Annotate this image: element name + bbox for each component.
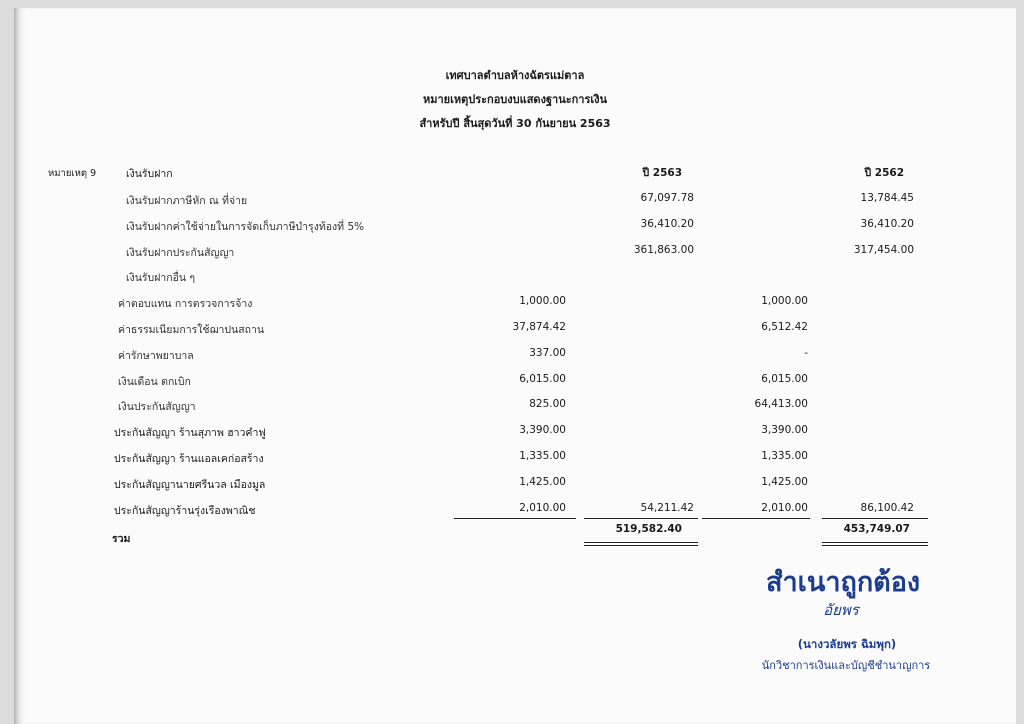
row-label: เงินเดือน ตกเบิก bbox=[118, 376, 191, 388]
total-double-rule-current bbox=[584, 542, 698, 546]
row-current-detail: 6,015.00 bbox=[519, 373, 566, 385]
row-prior-detail: 2,010.00 bbox=[761, 502, 808, 514]
row-current-total: 54,211.42 bbox=[640, 502, 694, 514]
subtotal-rule-current bbox=[584, 518, 698, 519]
row-current-detail: 2,010.00 bbox=[519, 502, 566, 514]
row-label: ประกันสัญญา ร้านสุภาพ ฮาวคำฟู bbox=[114, 427, 266, 439]
row-current-detail: 3,390.00 bbox=[519, 424, 566, 436]
org-name: เทศบาลตำบลห้างฉัตรแม่ตาล bbox=[445, 69, 585, 82]
signature: อัยพร bbox=[823, 601, 859, 619]
row-prior-detail: 1,000.00 bbox=[761, 295, 808, 307]
report-period: สำหรับปี สิ้นสุดวันที่ 30 กันยายน 2563 bbox=[419, 117, 611, 130]
subtotal-rule-current-detail bbox=[454, 518, 576, 519]
row-label: เงินรับฝากอื่น ๆ bbox=[126, 272, 196, 284]
row-prior-detail: 1,425.00 bbox=[761, 476, 808, 488]
row-current-detail: 1,425.00 bbox=[519, 476, 566, 488]
row-label: เงินรับฝากค่าใช้จ่ายในการจัดเก็บภาษีบำรุงท้องที่ 5% bbox=[126, 221, 365, 233]
row-prior-total: 86,100.42 bbox=[860, 502, 914, 514]
total-double-rule-prior bbox=[822, 542, 928, 546]
row-current-detail: 337.00 bbox=[529, 347, 566, 359]
row-prior-detail: 6,512.42 bbox=[761, 321, 808, 333]
note-heading: เงินรับฝาก bbox=[126, 168, 173, 180]
row-current-detail: 37,874.42 bbox=[512, 321, 566, 333]
row-current-detail: 1,335.00 bbox=[519, 450, 566, 462]
total-current: 519,582.40 bbox=[615, 523, 682, 535]
row-label: เงินรับฝากประกันสัญญา bbox=[126, 247, 235, 259]
year-current-header: ปี 2563 bbox=[642, 167, 682, 179]
certified-copy-stamp: สำเนาถูกต้อง bbox=[766, 567, 921, 598]
row-label: เงินรับฝากภาษีหัก ณ ที่จ่าย bbox=[126, 195, 248, 207]
row-current-total: 361,863.00 bbox=[633, 244, 694, 256]
row-label: ประกันสัญญานายศรีนวล เมืองมูล bbox=[114, 479, 266, 491]
signer-name: (นางวลัยพร ฉิมพุก) bbox=[797, 637, 897, 651]
row-prior-detail: 64,413.00 bbox=[754, 398, 808, 410]
row-prior-total: 13,784.45 bbox=[860, 192, 914, 204]
row-label: ประกันสัญญาร้านรุ่งเรืองพาณิช bbox=[114, 505, 256, 517]
subtotal-rule-prior bbox=[822, 518, 928, 519]
row-prior-detail: - bbox=[804, 347, 808, 359]
document-page bbox=[14, 8, 1016, 724]
row-current-total: 67,097.78 bbox=[640, 192, 694, 204]
row-current-detail: 825.00 bbox=[529, 398, 566, 410]
total-prior: 453,749.07 bbox=[843, 523, 910, 535]
year-prior-header: ปี 2562 bbox=[864, 167, 904, 179]
row-prior-detail: 1,335.00 bbox=[761, 450, 808, 462]
subtotal-rule-prior-detail bbox=[702, 518, 810, 519]
row-prior-total: 36,410.20 bbox=[860, 218, 914, 230]
total-label: รวม bbox=[112, 533, 131, 545]
row-prior-detail: 3,390.00 bbox=[761, 424, 808, 436]
row-current-total: 36,410.20 bbox=[640, 218, 694, 230]
document-title: หมายเหตุประกอบงบแสดงฐานะการเงิน bbox=[422, 93, 608, 106]
signer-position: นักวิชาการเงินและบัญชีชำนาญการ bbox=[761, 659, 931, 672]
row-label: ค่าธรรมเนียมการใช้ฌาปนสถาน bbox=[118, 324, 265, 336]
row-prior-detail: 6,015.00 bbox=[761, 373, 808, 385]
note-number: หมายเหตุ 9 bbox=[48, 168, 97, 179]
row-prior-total: 317,454.00 bbox=[853, 244, 914, 256]
row-label: เงินประกันสัญญา bbox=[118, 401, 196, 413]
row-label: ค่าตอบแทน การตรวจการจ้าง bbox=[118, 298, 253, 310]
row-label: ประกันสัญญา ร้านแอลเคก่อสร้าง bbox=[114, 453, 264, 465]
row-current-detail: 1,000.00 bbox=[519, 295, 566, 307]
row-label: ค่ารักษาพยาบาล bbox=[118, 350, 194, 362]
